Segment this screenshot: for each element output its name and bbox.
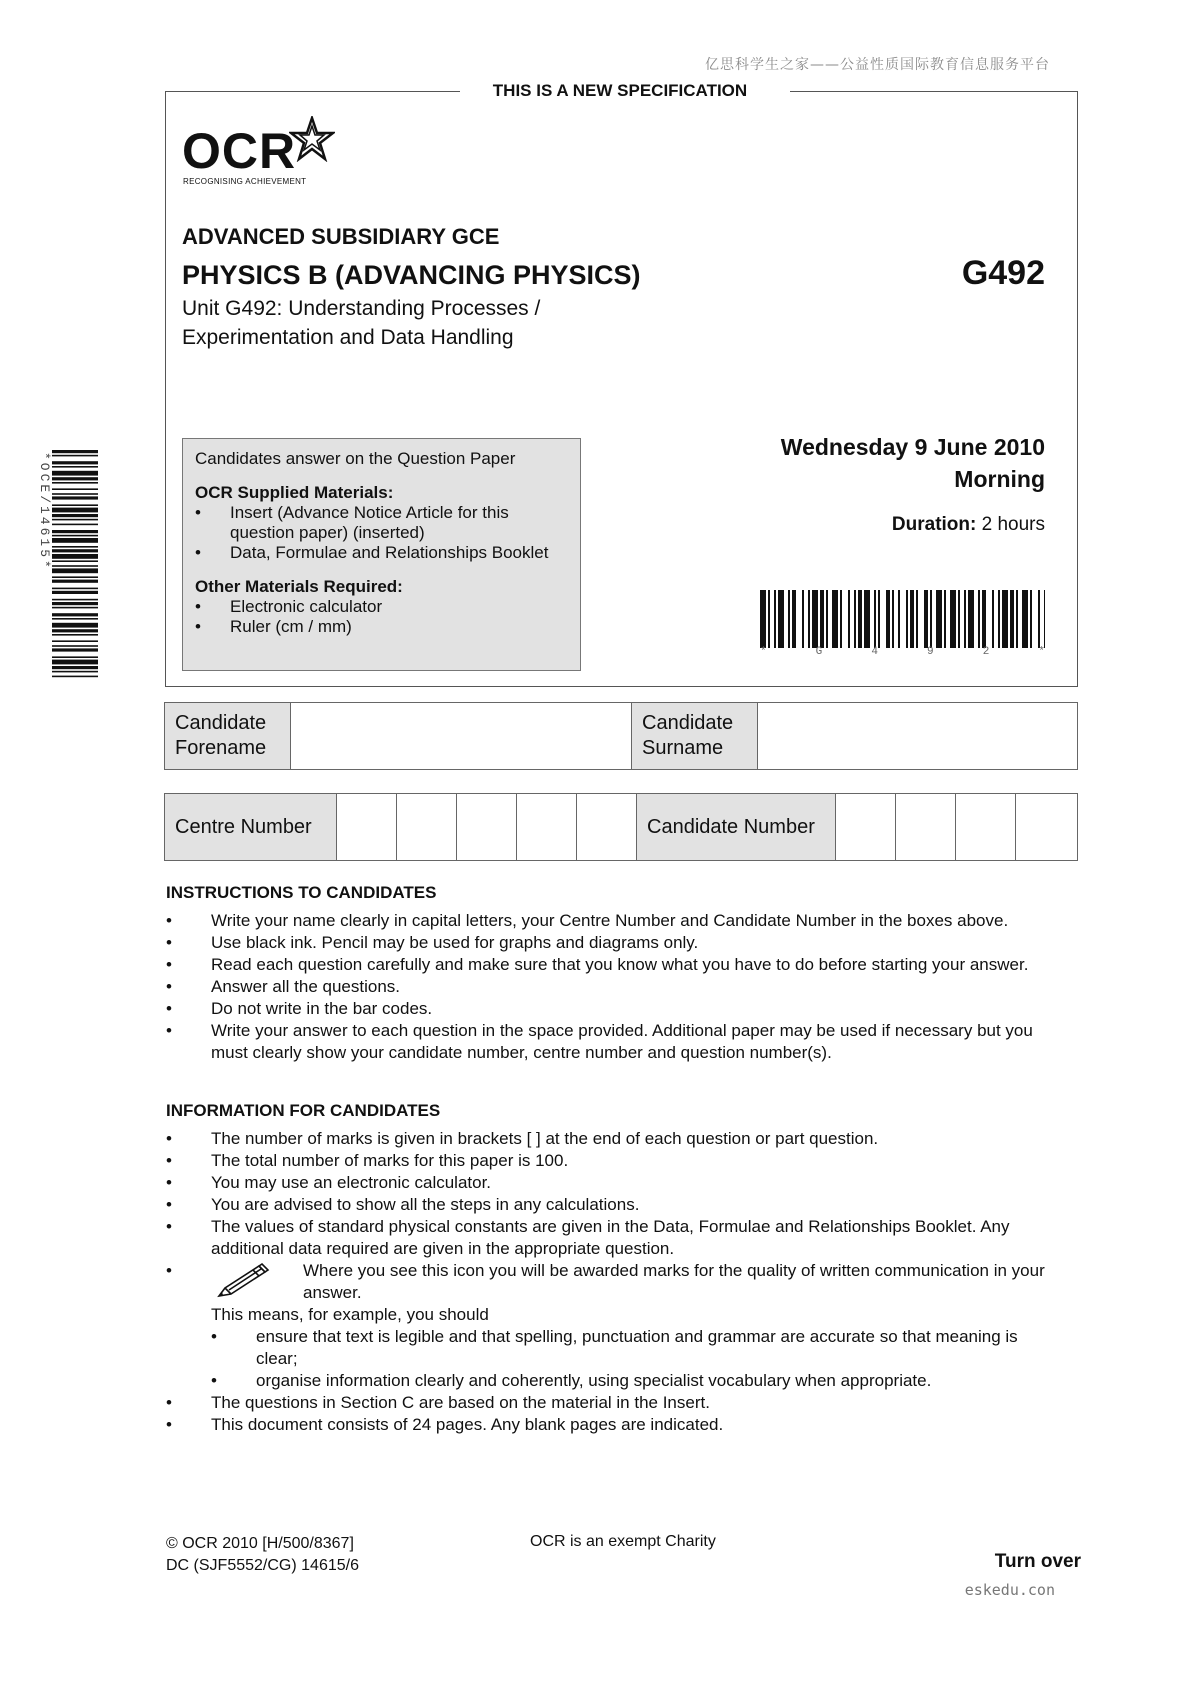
barcode-bar <box>52 514 98 517</box>
barcode-bar <box>1022 590 1028 648</box>
barcode-bar <box>52 666 98 669</box>
centre-number-box[interactable] <box>337 794 397 861</box>
barcode-bar <box>52 634 98 636</box>
qualification-title: ADVANCED SUBSIDIARY GCE <box>182 224 500 249</box>
barcode-bar <box>968 590 974 648</box>
barcode-bar <box>760 590 766 648</box>
barcode-bar <box>768 590 770 648</box>
barcode-bar <box>808 590 810 648</box>
supplied-item: • Insert (Advance Notice Article for this question paper) (inserted) <box>195 503 509 542</box>
barcode-bar <box>52 568 98 573</box>
materials-box <box>182 438 581 671</box>
barcode-bar <box>864 590 870 648</box>
turn-over: Turn over <box>994 1551 1081 1572</box>
barcode-bar <box>848 590 850 648</box>
surname-field[interactable] <box>758 703 1078 770</box>
sub-list-item: • ensure that text is legible and that spelling, punctuation and grammar are accurate so that meaning is clear; <box>211 1327 1018 1368</box>
barcode-bar <box>52 549 98 552</box>
barcode-bar <box>52 477 98 480</box>
list-item: • Where you see this icon you will be awarded marks for the quality of written communication in your answer. <box>166 1261 1045 1302</box>
watermark-top: 亿思科学生之家——公益性质国际教育信息服务平台 <box>705 57 1050 73</box>
barcode-bar <box>52 482 98 484</box>
other-item: • Ruler (cm / mm) <box>195 617 352 636</box>
barcode-bar <box>52 546 98 548</box>
barcode-bar <box>978 590 980 648</box>
barcode-bar <box>52 538 98 543</box>
list-item: • The total number of marks for this paper is 100. <box>166 1151 569 1170</box>
barcode-bar <box>52 524 98 526</box>
side-barcode-caption: *OCE/14615* <box>37 452 52 571</box>
barcode-bar <box>944 590 946 648</box>
candidate-number-box[interactable] <box>896 794 956 861</box>
candidate-number-label: Candidate Number <box>637 794 836 861</box>
barcode-bar <box>52 519 98 521</box>
barcode-bar <box>898 590 900 648</box>
barcode-bar <box>52 671 98 673</box>
logo-tagline: RECOGNISING ACHIEVEMENT <box>183 177 307 186</box>
document-code: DC (SJF5552/CG) 14615/6 <box>166 1557 359 1574</box>
barcode-bar <box>1030 590 1032 648</box>
copyright: © OCR 2010 [H/500/8367] <box>166 1535 354 1552</box>
barcode-bar <box>52 504 98 506</box>
barcode-bar <box>910 590 914 648</box>
candidate-number-box[interactable] <box>836 794 896 861</box>
barcode-bar <box>52 591 98 594</box>
list-item: • You are advised to show all the steps in any calculations. <box>166 1195 640 1214</box>
information-heading: INFORMATION FOR CANDIDATES <box>166 1101 441 1120</box>
barcode-bar <box>52 461 98 464</box>
barcode-bar <box>832 590 838 648</box>
other-item: • Electronic calculator <box>195 597 383 616</box>
barcode-bar <box>820 590 824 648</box>
barcode-bar <box>52 565 98 567</box>
answer-note: Candidates answer on the Question Paper <box>195 449 516 468</box>
barcode-bar <box>958 590 960 648</box>
barcode-bar <box>1044 590 1045 648</box>
barcode-bar <box>52 535 98 537</box>
barcode-bar <box>936 590 942 648</box>
barcode-bar <box>52 676 98 678</box>
list-item: • This document consists of 24 pages. Any blank pages are indicated. <box>166 1415 724 1434</box>
candidate-number-box[interactable] <box>1016 794 1078 861</box>
centre-number-box[interactable] <box>457 794 517 861</box>
barcode-bar <box>52 602 98 605</box>
centre-number-box[interactable] <box>397 794 457 861</box>
barcode-bar <box>950 590 956 648</box>
barcode-bar <box>858 590 862 648</box>
instructions-heading: INSTRUCTIONS TO CANDIDATES <box>166 883 437 902</box>
barcode-bar <box>992 590 994 648</box>
barcode-bar <box>52 648 98 651</box>
surname-label: Candidate Surname <box>632 703 758 770</box>
barcode-bar <box>52 450 98 453</box>
barcode-bar <box>52 554 98 559</box>
unit-line: Experimentation and Data Handling <box>182 326 514 349</box>
barcode-bar <box>52 623 98 628</box>
barcode-bar <box>52 466 98 468</box>
barcode-bar <box>52 656 98 658</box>
barcode-bar <box>854 590 856 648</box>
other-heading: Other Materials Required: <box>195 577 403 596</box>
charity-note: OCR is an exempt Charity <box>530 1533 716 1550</box>
barcode-bar <box>840 590 842 648</box>
barcode-bar <box>982 590 986 648</box>
barcode-bar <box>52 496 98 499</box>
unit-title <box>182 294 662 352</box>
spec-banner: THIS IS A NEW SPECIFICATION <box>492 81 748 100</box>
barcode-bar <box>52 618 98 620</box>
centre-number-label: Centre Number <box>165 794 337 861</box>
list-item: • Do not write in the bar codes. <box>166 999 433 1018</box>
barcode-bar <box>52 455 98 457</box>
sub-list-item: • organise information clearly and coherently, using specialist vocabulary when appropriate. <box>211 1371 932 1390</box>
barcode-bar <box>52 607 98 609</box>
barcode-bar <box>826 590 828 648</box>
exam-session: Morning <box>954 466 1045 492</box>
barcode-bar <box>886 590 890 648</box>
barcode-bar <box>52 471 98 476</box>
supplied-item: • Data, Formulae and Relationships Booklet <box>195 543 549 562</box>
barcode-bar <box>52 560 98 562</box>
barcode-bar <box>924 590 928 648</box>
barcode-bar <box>1002 590 1008 648</box>
paper-code: G492 <box>961 254 1045 292</box>
exam-duration: Duration: 2 hours <box>891 514 1045 535</box>
barcode-bar <box>792 590 796 648</box>
list-item: • The questions in Section C are based on the material in the Insert. <box>166 1393 710 1412</box>
side-barcode <box>52 450 98 678</box>
barcode-bar <box>52 640 98 642</box>
barcode-bar <box>802 590 804 648</box>
list-item: • Answer all the questions. <box>166 977 400 996</box>
barcode-bar <box>52 599 98 601</box>
star-logo-icon <box>289 116 335 162</box>
barcode-bar <box>1038 590 1040 648</box>
barcode-bar <box>874 590 876 648</box>
barcode-bar <box>1010 590 1014 648</box>
instructions-list <box>166 910 1086 1064</box>
barcode-bar <box>52 645 98 647</box>
watermark-bottom: eskedu.con <box>964 1581 1055 1599</box>
barcode-bar <box>52 660 98 665</box>
barcode-bar <box>52 613 98 616</box>
forename-field[interactable] <box>291 703 632 770</box>
barcode-bar <box>930 590 932 648</box>
barcode-bar <box>788 590 790 648</box>
qwc-means: This means, for example, you should <box>211 1305 489 1324</box>
barcode-bar <box>778 590 784 648</box>
barcode-bar <box>812 590 818 648</box>
subject-title: PHYSICS B (ADVANCING PHYSICS) <box>182 260 641 290</box>
list-item: • Write your answer to each question in the space provided. Additional paper may be used if necessary but you must clearly show your candidate number, centre number and question number(s). <box>166 1021 1033 1062</box>
list-item: • You may use an electronic calculator. <box>166 1173 492 1192</box>
candidate-number-box[interactable] <box>956 794 1016 861</box>
barcode-bar <box>52 588 98 590</box>
paper-barcode-caption: * G 4 9 2 * <box>760 646 1045 658</box>
barcode-bar <box>964 590 966 648</box>
paper-barcode <box>760 590 1045 648</box>
barcode-bar <box>52 530 98 533</box>
supplied-heading: OCR Supplied Materials: <box>195 483 394 502</box>
list-item: • The number of marks is given in brackets [ ] at the end of each question or part question. <box>166 1129 879 1148</box>
barcode-bar <box>52 576 98 578</box>
list-item: • The values of standard physical constants are given in the Data, Formulae and Relationships Booklet. Any additional data required are given in the appropriate question. <box>166 1217 1010 1258</box>
exam-date: Wednesday 9 June 2010 <box>780 434 1045 460</box>
centre-number-box[interactable] <box>577 794 637 861</box>
barcode-bar <box>1016 590 1018 648</box>
barcode-bar <box>916 590 918 648</box>
information-list <box>166 1128 1086 1436</box>
barcode-bar <box>906 590 908 648</box>
unit-line: Unit G492: Understanding Processes / <box>182 297 541 320</box>
barcode-bar <box>892 590 894 648</box>
pencil-icon <box>211 1260 303 1300</box>
barcode-bar <box>878 590 880 648</box>
footer-codes <box>166 1533 359 1577</box>
list-item: • Use black ink. Pencil may be used for graphs and diagrams only. <box>166 933 699 952</box>
barcode-bar <box>52 580 98 583</box>
list-item: • Read each question carefully and make sure that you know what you have to do before starting your answer. <box>166 955 1029 974</box>
barcode-bar <box>52 493 98 495</box>
barcode-bar <box>52 488 98 490</box>
list-item: • Write your name clearly in capital letters, your Centre Number and Candidate Number in the boxes above. <box>166 911 1009 930</box>
candidate-number-grid <box>164 793 1078 861</box>
forename-label: Candidate Forename <box>165 703 291 770</box>
barcode-bar <box>52 508 98 513</box>
barcode-bar <box>52 629 98 632</box>
barcode-bar <box>998 590 1000 648</box>
centre-number-box[interactable] <box>517 794 577 861</box>
ocr-logo: OCR <box>182 123 297 179</box>
barcode-bar <box>774 590 776 648</box>
candidate-name-grid <box>164 702 1078 770</box>
